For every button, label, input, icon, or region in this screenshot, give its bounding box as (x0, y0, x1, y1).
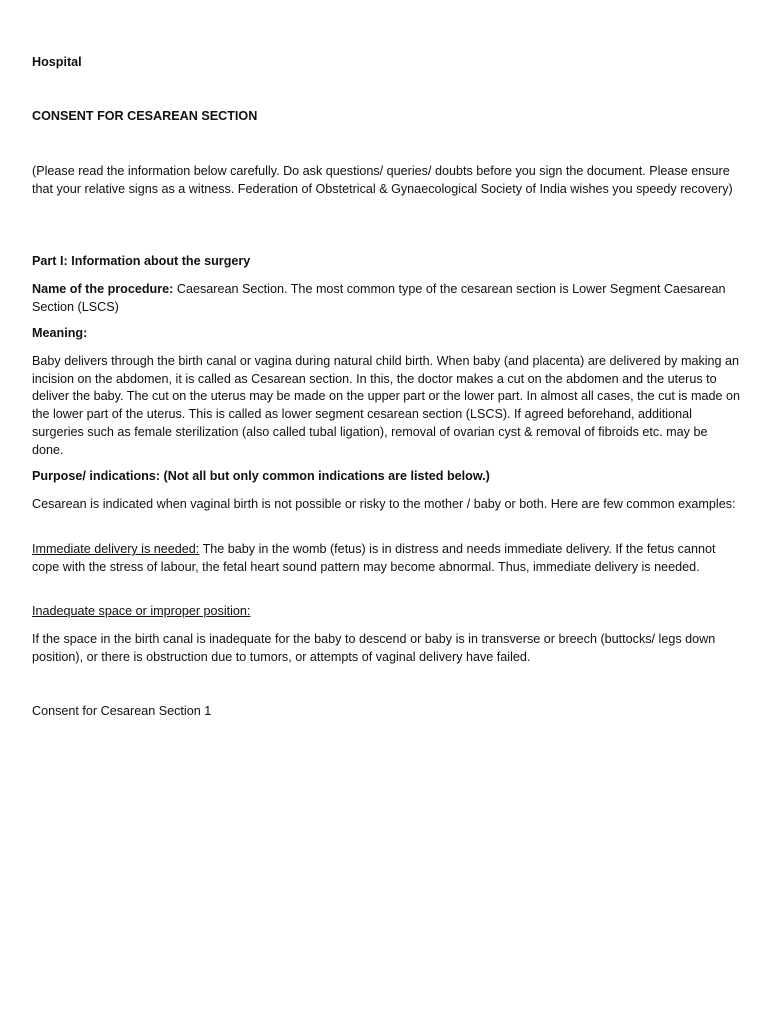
procedure-paragraph (32, 281, 740, 316)
intro-paragraph: (Please read the information below carefully. Do ask questions/ queries/ doubts before you sign the document. Please ensure that your relative signs as a witness. Federation of Obstetrical & Gynaecological Society of India wishes you speedy recovery) (32, 164, 733, 196)
procedure-label: Name of the procedure: (32, 282, 174, 296)
page-footer: Consent for Cesarean Section 1 (32, 704, 212, 718)
immediate-delivery-text: The baby in the womb (fetus) is in distress and needs immediate delivery. If the fetus cannot cope with the stress of labour, the fetal heart sound pattern may become abnormal. Thus, immediate delivery is needed. (32, 542, 716, 574)
inadequate-space-paragraph: If the space in the birth canal is inadequate for the baby to descend or baby is in transverse or breech (buttocks/ legs down position), or there is obstruction due to tumors, or attempts of vaginal delivery have failed. (32, 632, 716, 664)
purpose-paragraph: Cesarean is indicated when vaginal birth is not possible or risky to the mother / baby or both. Here are few common examples: (32, 497, 736, 511)
meaning-label: Meaning: (32, 326, 88, 340)
document-title: CONSENT FOR CESAREAN SECTION (32, 109, 258, 123)
purpose-heading: Purpose/ indications: (Not all but only common indications are listed below.) (32, 469, 490, 483)
part1-heading: Part I: Information about the surgery (32, 254, 251, 268)
inadequate-space-label: Inadequate space or improper position: (32, 604, 251, 618)
immediate-delivery-paragraph (32, 541, 740, 576)
procedure-text: Caesarean Section. The most common type of the cesarean section is Lower Segment Caesarean Section (LSCS) (32, 282, 726, 314)
immediate-delivery-label: Immediate delivery is needed: (32, 542, 200, 556)
hospital-name: Hospital (32, 55, 82, 69)
meaning-paragraph: Baby delivers through the birth canal or vagina during natural child birth. When baby (and placenta) are delivered by making an incision on the abdomen, it is called as Cesarean section. In this, the doctor makes a cut on the abdomen and the uterus to deliver the baby. The cut on the uterus may be made on the upper part or the lower part. In almost all cases, the cut is made on the lower part of the uterus. This is called as lower segment cesarean section (LSCS). If agreed beforehand, additional surgeries such as female sterilization (also called tubal ligation), removal of ovarian cyst & removal of fibroids etc. may be done. (32, 354, 740, 457)
